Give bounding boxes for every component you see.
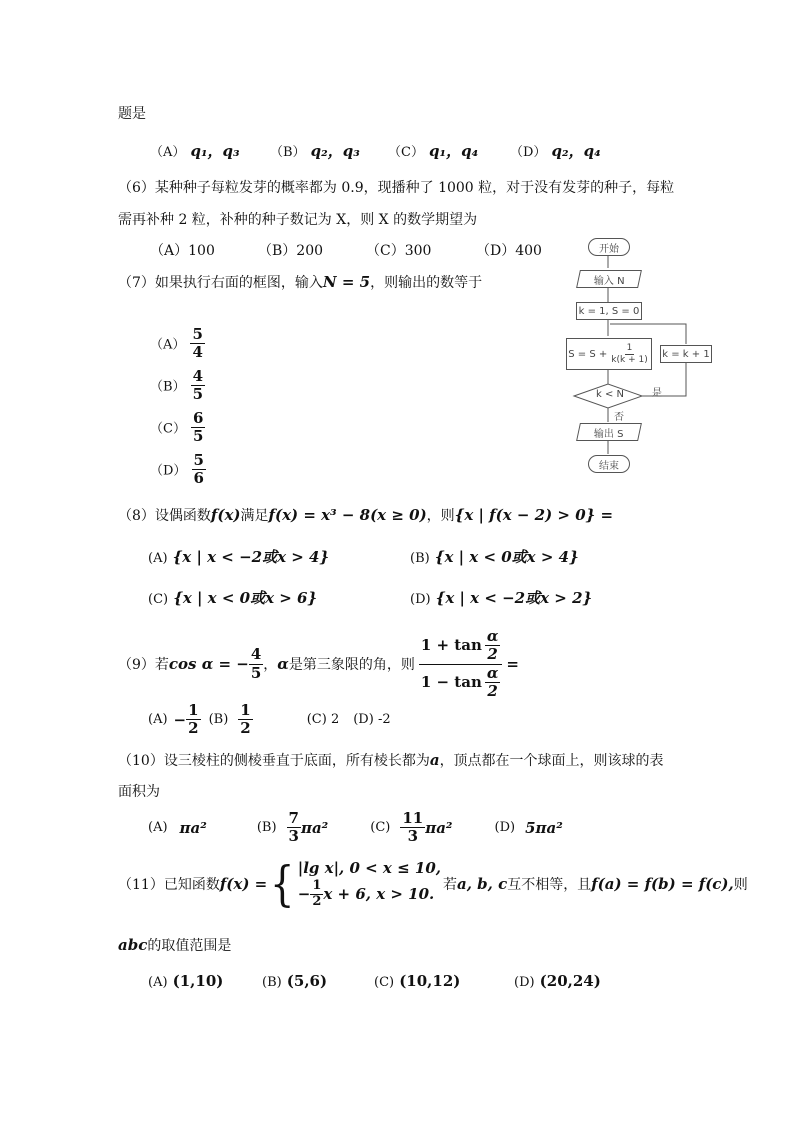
q11-option-c: (C) (10,12) [374,972,461,990]
q6-option-d: （D）400 [476,243,542,259]
q11-option-a: (A) (1,10) [148,972,224,990]
q10-option-d-label: (D) [494,820,516,836]
q8-option-b: (B) {x | x < 0或x > 4} [410,548,579,566]
q5-option-a: （A） q₁，q₃ [150,142,240,160]
flowchart-increment: k = k + 1 [660,345,712,363]
q6-option-c: （C）300 [366,243,432,259]
q10-option-b-label: (B) [256,820,277,836]
q8-option-d: (D) {x | x < −2或x > 2} [410,589,593,607]
q7-option-a: （A） $\frac{5}{4}$ [150,325,203,362]
q9-option-b-label: (B) [208,712,229,728]
q10-stem-line2: 面积为 [118,784,160,800]
q8-option-c: (C) {x | x < 0或x > 6} [148,589,318,607]
q10-stem-line1: （10）设三棱柱的侧棱垂直于底面，所有棱长都为a，顶点都在一个球面上，则该球的表 [118,751,664,769]
flowchart-condition: k < N [596,389,625,400]
q7-option-b: （B） $\frac{4}{5}$ [150,367,204,404]
q9-option-d: (D) -2 [353,712,391,728]
q10-options: (A) πa² (B) $\frac{7}{3}$ πa² (C) $\frac{11}{3}$ πa² (D) 5πa² [148,809,563,846]
flowchart-output: 输出 S [576,423,642,441]
q7-stem: （7）如果执行右面的框图，输入N = 5，则输出的数等于 [118,273,483,291]
flowchart-init: k = 1, S = 0 [576,302,642,320]
q6-stem-line1: （6）某种种子每粒发芽的概率都为 0.9，现播种了 1000 粒，对于没有发芽的种子，每粒 [118,180,675,196]
flowchart-yes-label: 是 [652,388,662,399]
q6-option-a: （A）100 [150,243,215,259]
q11-piecewise-brace: { [270,855,295,912]
flowchart-update: S = S + $\frac{1}{k(k + 1)}$ [566,338,652,370]
q9-stem: （9）若 cos α = − $\frac{4}{5}$ ， α 是第三象限的角，则 1 + tan $\frac{\alpha}{2}$ 1 − tan $\frac{\alpha}{2}$ = [118,627,519,700]
q7-option-d: （D） $\frac{5}{6}$ [150,451,204,488]
q9-expression: 1 + tan $\frac{\alpha}{2}$ 1 − tan $\frac{\alpha}{2}$ [419,628,503,700]
q6-stem-line2: 需再补种 2 粒，补种的种子数记为 X，则 X 的数学期望为 [118,212,478,228]
q11-option-d: (D) (20,24) [514,972,601,990]
q8-option-a: (A) {x | x < −2或x > 4} [148,548,330,566]
flowchart-input: 输入 N [576,270,642,288]
q9-option-a-label: (A) [148,712,168,728]
q5-stem-tail: 题是 [118,106,146,122]
flowchart-end: 结束 [588,455,630,473]
q5-option-c: （C） q₁，q₄ [388,142,479,160]
flowchart-start: 开始 [588,238,630,256]
q11-option-b: (B) (5,6) [262,972,328,990]
q7-option-c: （C） $\frac{6}{5}$ [150,409,204,446]
q10-option-c-label: (C) [370,820,391,836]
q11-stem-line2: abc的取值范围是 [118,936,232,954]
q8-stem: （8）设偶函数f(x)满足f(x) = x³ − 8(x ≥ 0)，则{x | f(x − 2) > 0} = [118,506,614,524]
q5-option-d: （D） q₂，q₄ [510,142,601,160]
q9-option-c: (C) 2 [306,712,340,728]
q11-stem: （11）已知函数 f(x) = { |lg x|, 0 < x ≤ 10, − $\frac{1}{2}$ x + 6, x > 10. 若 a, b, c 互不相等，且 f(a) = f(b) = f(c), 则 [118,855,748,912]
flowchart [560,234,730,474]
q9-options: (A) − $\frac{1}{2}$ (B) $\frac{1}{2}$ (C) 2 (D) -2 [148,701,391,738]
q6-option-b: （B）200 [258,243,324,259]
q10-option-a-label: (A) [148,820,168,836]
flowchart-no-label: 否 [614,412,624,423]
q5-option-b: （B） q₂，q₃ [270,142,360,160]
q11-piecewise: |lg x|, 0 < x ≤ 10, − $\frac{1}{2}$ x + 6, x > 10. [297,859,441,909]
